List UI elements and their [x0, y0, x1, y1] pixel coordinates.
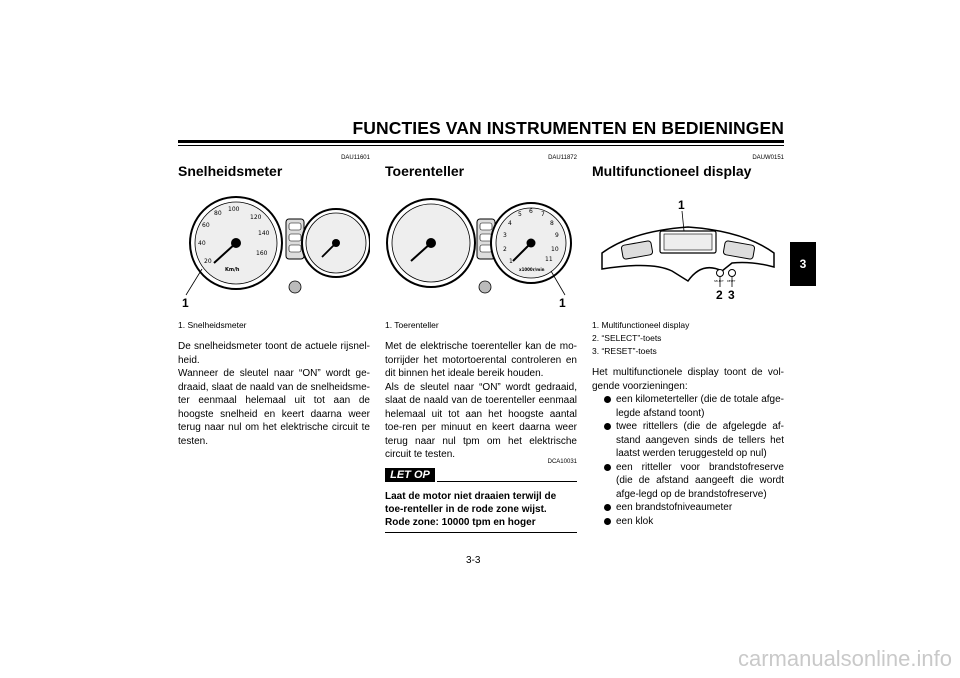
button-label: RESET	[727, 280, 736, 283]
paragraph: De snelheidsmeter toont de actuele rijsnel-heid.	[178, 341, 370, 366]
dial-label: 2	[503, 246, 507, 253]
dial-label: 100	[228, 206, 240, 213]
tachometer-section	[385, 150, 577, 533]
dial-label: 6	[529, 208, 533, 215]
dial-label: 160	[256, 250, 268, 257]
paragraph: Wanneer de sleutel naar “ON” wordt ge-draaid, slaat de naald van de snelheidsme-ter eenmaal helemaal uit tot aan de hoogste snelheid en keert daarna weer terug naar nul om het elektrische circuit te testen.	[178, 368, 370, 447]
figure-callout: 1	[678, 198, 685, 212]
select-button-knob	[717, 270, 724, 277]
dial-label: Km/h	[225, 267, 240, 273]
section-title: Snelheidsmeter	[178, 163, 283, 179]
paragraph: Met de elektrische toerenteller kan de mo-torrijder het motortoerental controleren en dit binnen het ideale bereik houden.	[385, 341, 577, 379]
speedometer-section	[178, 150, 370, 448]
figure-caption	[178, 319, 370, 332]
dial-label: 3	[503, 232, 507, 239]
caption-line: 2. “SELECT”-toets	[592, 333, 662, 343]
dial-label: 40	[198, 240, 206, 247]
paragraph: Het multifunctionele display toont de vol-gende voorzieningen:	[592, 367, 784, 392]
list-item: twee rittellers (die de afgelegde af-stand aangeven sinds de tellers het laatst werden teruggesteld op nul)	[604, 420, 784, 461]
figure-caption	[385, 319, 577, 332]
figure-callout: 3	[728, 288, 735, 302]
section-code: DAU11601	[341, 155, 370, 161]
caption-line: 1. Snelheidsmeter	[178, 320, 247, 330]
chapter-tab[interactable]: 3	[790, 242, 816, 286]
caption-line: 3. “RESET”-toets	[592, 346, 657, 356]
notice-code: DCA10031	[547, 458, 577, 465]
dial-label: 4	[508, 220, 512, 227]
dial-label: 140	[258, 230, 270, 237]
notice-bottom-rule	[385, 532, 577, 533]
bullet-icon	[604, 464, 611, 471]
multifunction-display-figure	[592, 191, 784, 309]
list-item: een ritteller voor brandstofreserve (die de afstand aangeeft die wordt afge-legd op de brandstofreserve)	[604, 461, 784, 502]
dial-label: 7	[541, 211, 545, 218]
caption-line: 1. Multifunctioneel display	[592, 320, 690, 330]
feature-list	[592, 393, 784, 528]
page-header-title: FUNCTIES VAN INSTRUMENTEN EN BEDIENINGEN	[352, 118, 784, 138]
instrument-cluster-figure	[178, 191, 370, 309]
section-code: DAUW0151	[752, 155, 784, 161]
watermark-link[interactable]: carmanualsonline.info	[737, 646, 952, 671]
notice-line: Rode zone: 10000 tpm en hoger	[385, 516, 536, 528]
dial-label: 120	[250, 214, 262, 221]
notice-label: LET OP	[385, 468, 435, 482]
dial-label: 9	[555, 232, 559, 239]
bullet-icon	[604, 504, 611, 511]
section-title: Toerenteller	[385, 163, 465, 179]
notice-header	[385, 458, 577, 484]
multifunction-display-section	[592, 150, 784, 528]
figure-caption	[592, 319, 784, 358]
bullet-icon	[604, 518, 611, 525]
page-number: 3-3	[466, 555, 481, 566]
paragraph: Als de sleutel naar “ON” wordt gedraaid, slaat de naald van de toerenteller eenmaal helemaal uit tot aan het hoogste aantal toe-ren per minuut en keert daarna weer terug naar nul tpm om het elektrische circuit te testen.	[385, 381, 577, 460]
dial-label: 10	[551, 246, 559, 253]
instrument-cluster-figure	[385, 191, 577, 309]
header-rule-thin	[178, 145, 784, 146]
dial-label: 8	[550, 220, 554, 227]
caption-line: 1. Toerenteller	[385, 320, 439, 330]
header-rule	[178, 140, 784, 143]
dial-label: 5	[518, 211, 522, 218]
section-code: DAU11872	[548, 155, 577, 161]
button-label: SELECT	[714, 280, 724, 283]
dial-label: 60	[202, 222, 210, 229]
reset-button-knob	[729, 270, 736, 277]
list-item: een klok	[604, 515, 784, 529]
figure-callout: 1	[559, 296, 566, 309]
notice-line: Laat de motor niet draaien terwijl de toe-renteller in de rode zone wijst.	[385, 490, 557, 515]
figure-callout: 2	[716, 288, 723, 302]
bullet-icon	[604, 396, 611, 403]
dial-label: 11	[545, 256, 553, 263]
dial-label: 1	[509, 258, 513, 265]
bullet-icon	[604, 423, 611, 430]
dial-label: x1000r/min	[519, 267, 545, 272]
list-item: een kilometerteller (die de totale afge-legde afstand toont)	[604, 393, 784, 420]
notice-rule	[437, 481, 577, 482]
list-item: een brandstofniveaumeter	[604, 501, 784, 515]
figure-callout: 1	[182, 296, 189, 309]
dial-label: 80	[214, 210, 222, 217]
section-title: Multifunctioneel display	[592, 163, 752, 179]
notice-text	[385, 490, 577, 529]
dial-label: 20	[204, 258, 212, 265]
